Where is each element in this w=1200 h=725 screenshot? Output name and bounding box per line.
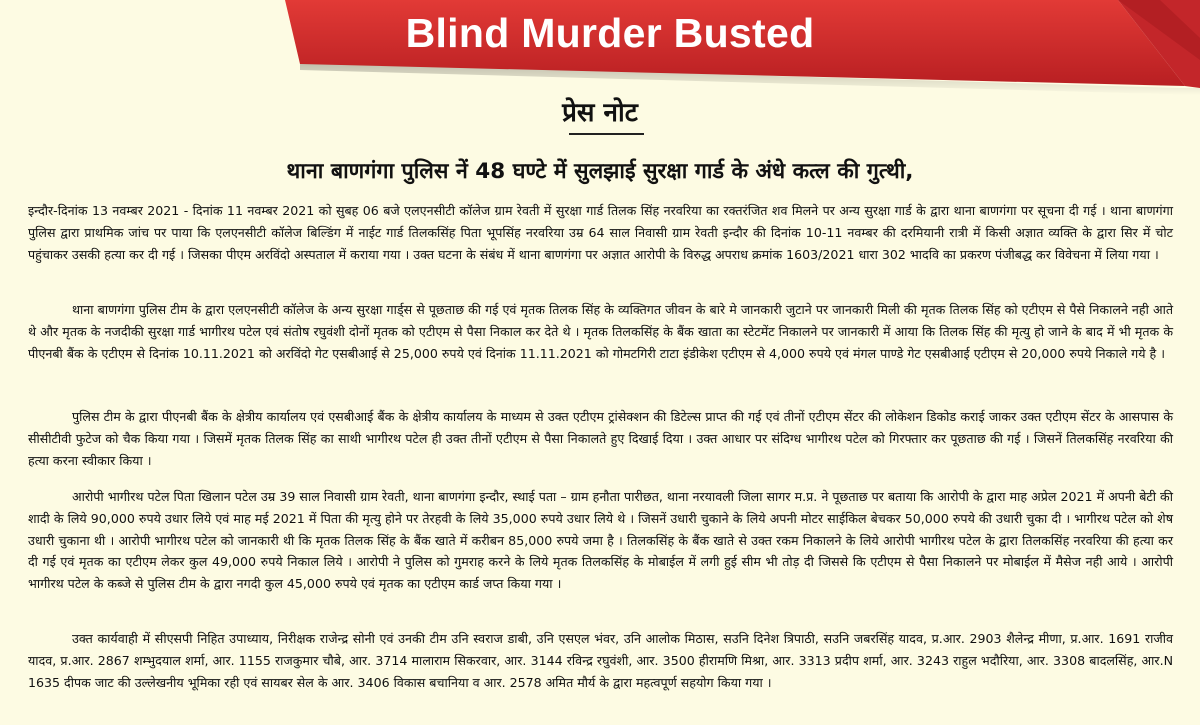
banner-title: Blind Murder Busted: [405, 10, 815, 56]
title-banner: [0, 0, 1200, 95]
heading-underline: [569, 133, 644, 135]
news-headline: थाना बाणगंगा पुलिस नें 48 घण्टे में सुलझाई सुरक्षा गार्ड के अंधे कत्ल की गुत्थी,: [286, 159, 914, 184]
paragraph-1: इन्दौर-दिनांक 13 नवम्बर 2021 - दिनांक 11 नवम्बर 2021 को सुबह 06 बजे एलएनसीटी कॉलेज ग्राम रेवती में सुरक्षा गार्ड तिलक सिंह नरवरिया का रक्तरंजित शव मिलने पर अन्य सुरक्षा गार्ड के द्वारा थाना बाणगंगा पर सूचना दी गई । थाना बाणगंगा पुलिस द्वारा प्राथमिक जांच पर पाया कि एलएनसीटी कॉलेज बिल्डिंग में नाईट गार्ड तिलकसिंह पिता भूपसिंह नरवरिया उम्र 64 साल निवासी ग्राम रेवती इन्दौर की दिनांक 10-11 नवम्बर की दरमियानी रात्री में किसी अज्ञात व्यक्ति के द्वारा सिर में चोट पहुंचाकर उसकी हत्या कर दी गई । जिसका पीएम अरविंदो अस्पताल में कराया गया । उक्त घटना के संबंध में थाना बाणगंगा पर अज्ञात आरोपी के विरुद्ध अपराध क्रमांक 1603/2021 धारा 302 भादवि का प्रकरण पंजीबद्ध कर विवेचना में लिया गया ।: [28, 203, 1173, 262]
paragraph-5: उक्त कार्यवाही में सीएसपी निहित उपाध्याय, निरीक्षक राजेन्द्र सोनी एवं उनकी टीम उनि स्वराज डाबी, उनि एसएल भंवर, उनि आलोक मिठास, सउनि दिनेश त्रिपाठी, सउनि जबरसिंह यादव, प्र.आर. 2903 शैलेन्द्र मीणा, प्र.आर. 1691 राजीव यादव, प्र.आर. 2867 शम्भुदयाल शर्मा, आर. 1155 राजकुमार चौबे, आर. 3714 मालाराम सिकरवार, आर. 3144 रविन्द्र रघुवंशी, आर. 3500 हीरामणि मिश्रा, आर. 3313 प्रदीप शर्मा, आर. 3243 राहुल भदौरिया, आर. 3308 बादलसिंह, आर.N 1635 दीपक जाट की उल्लेखनीय भूमिका रही एवं सायबर सेल के आर. 3406 विकास बचानिया व आर. 2578 अमित मौर्य के द्वारा महत्वपूर्ण सहयोग किया गया ।: [28, 631, 1173, 690]
paragraph-3: पुलिस टीम के द्वारा पीएनबी बैंक के क्षेत्रीय कार्यालय एवं एसबीआई बैंक के क्षेत्रीय कार्यालय के माध्यम से उक्त एटीएम ट्रांसेक्शन की डिटेल्स प्राप्त की गई एवं तीनों एटीएम सेंटर की लोकेशन डिकोड कराई जाकर उक्त एटीएम सेंटर के आसपास के सीसीटीवी फुटेज को चैक किया गया । जिसमें मृतक तिलक सिंह का साथी भागीरथ पटेल ही उक्त तीनों एटीएम से पैसा निकालते हुए दिखाई दिया । उक्त आधार पर संदिग्ध भागीरथ पटेल को गिरफ्तार कर पूछताछ की गई । जिसनें तिलकसिंह नरवरिया की हत्या करना स्वीकार किया ।: [28, 409, 1173, 468]
press-note-heading: प्रेस नोट: [562, 98, 638, 128]
paragraph-4: आरोपी भागीरथ पटेल पिता खिलान पटेल उम्र 39 साल निवासी ग्राम रेवती, थाना बाणगंगा इन्दौर, स्थाई पता – ग्राम हनौता पारीछत, थाना नरयावली जिला सागर म.प्र. ने पूछताछ पर बताया कि आरोपी के द्वारा माह अप्रेल 2021 में अपनी बेटी की शादी के लिये 90,000 रुपये उधार लिये एवं माह मई 2021 में पिता की मृत्यु होने पर तेरहवी के लिये 35,000 रुपये उधार लिये थे । जिसनें उधारी चुकाने के लिये अपनी मोटर साईकिल बेचकर 50,000 रुपये की उधारी चुका दी । भागीरथ पटेल को शेष उधारी चुकाना थी । आरोपी भागीरथ पटेल को जानकारी थी कि मृतक तिलक सिंह के बैंक खाते में करीबन 85,000 रुपये जमा है । तिलकसिंह के बैंक खाते से उक्त रकम निकालने के लिये आरोपी भागीरथ पटेल के द्वारा तिलकसिंह नरवरिया की हत्या कर दी गई एवं मृतक का एटीएम लेकर कुल 49,000 रुपये निकाल लिये । आरोपी ने पुलिस को गुमराह करने के लिये मृतक तिलकसिंह के मोबाईल में लगी हुई सीम भी तोड़ दी जिससे कि एटीएम से पैसा निकालने पर मोबाईल में मैसेज नही आये । आरोपी भागीरथ पटेल के कब्जे से पुलिस टीम के द्वारा नगदी कुल 45,000 रुपये एवं मृतक का एटीएम कार्ड जप्त किया गया ।: [28, 489, 1173, 592]
paragraph-2: थाना बाणगंगा पुलिस टीम के द्वारा एलएनसीटी कॉलेज के अन्य सुरक्षा गार्ड्स से पूछताछ की गई एवं मृतक तिलक सिंह के व्यक्तिगत जीवन के बारे मे जानकारी जुटाने पर जानकारी मिली की मृतक तिलक सिंह को एटीएम से पैसे निकालने नही आते थे और मृतक के नजदीकी सुरक्षा गार्ड भागीरथ पटेल एवं संतोष रघुवंशी दोनों मृतक को एटीएम से पैसा निकाल कर देते थे । मृतक तिलकसिंह के बैंक खाता का स्टेटमेंट निकालने पर जानकारी में आया कि तिलक सिंह की मृत्यु हो जाने के बाद में भी मृतक के पीएनबी बैंक के एटीएम से दिनांक 10.11.2021 को अरविंदो गेट एसबीआई से 25,000 रुपये एवं दिनांक 11.11.2021 को गोमटगिरी टाटा इंडीकेश एटीएम से 4,000 रुपये एवं मंगल पाण्डे गेट एसबीआई एटीएम से 20,000 रुपये निकाले गये है ।: [28, 302, 1174, 361]
